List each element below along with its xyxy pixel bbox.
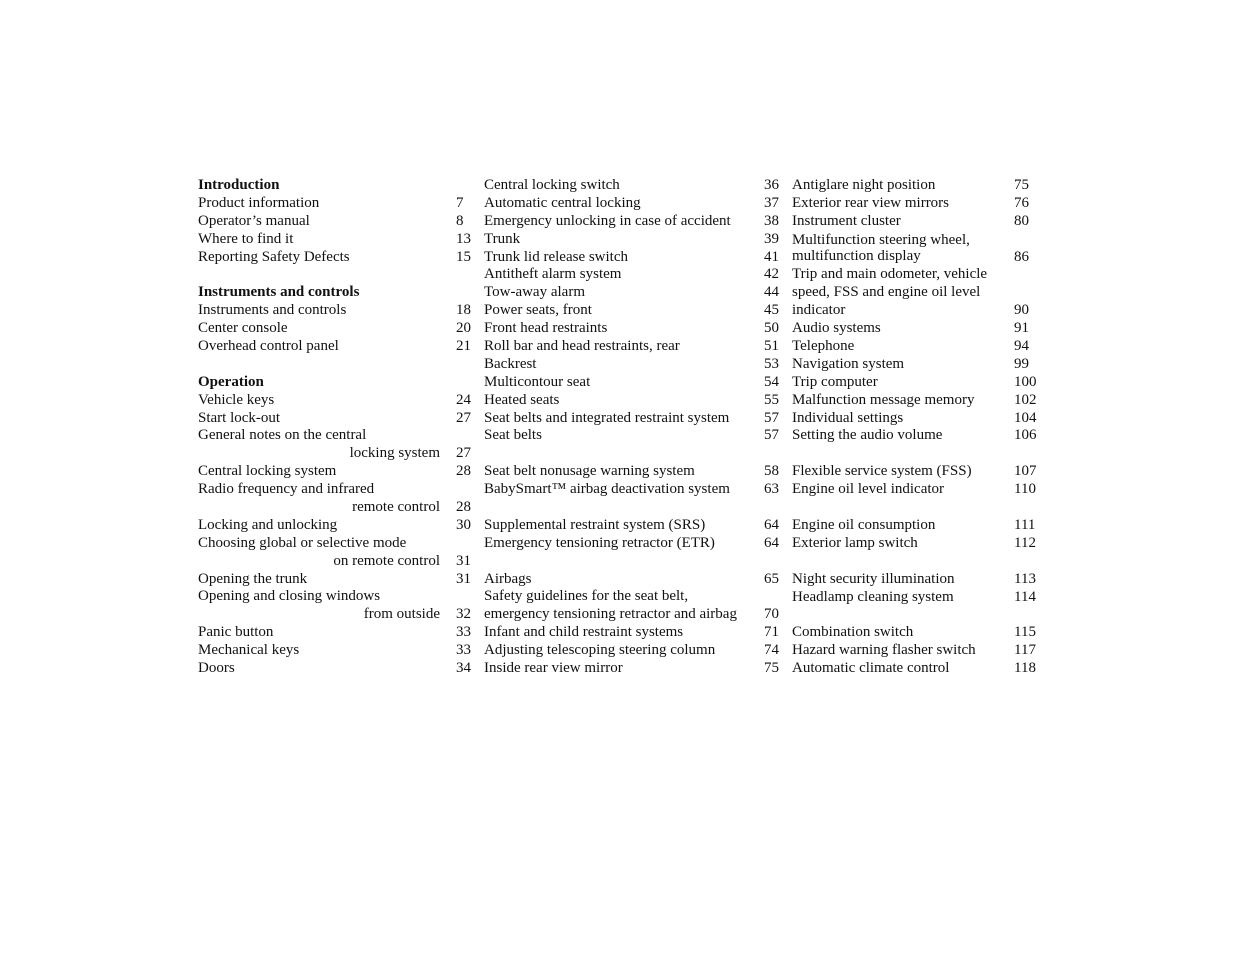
entry-title: Locking and unlocking (198, 516, 338, 533)
entry-page-number: 24 (456, 391, 471, 408)
entry-page-number: 36 (764, 177, 779, 193)
toc-entry (198, 535, 475, 553)
entry-title: Antiglare night position (792, 177, 936, 193)
entry-title: General notes on the central (198, 427, 367, 444)
entry-title: Radio frequency and infrared (198, 481, 375, 498)
entry-title: Audio systems (792, 320, 881, 337)
entry-title: speed, FSS and engine oil level (792, 284, 981, 301)
entry-title: Seat belts and integrated restraint system (484, 409, 730, 426)
toc-entry (792, 535, 1042, 553)
entry-page-number: 30 (456, 516, 471, 533)
entry-page-number: 113 (1014, 570, 1036, 587)
toc-entry (484, 374, 784, 392)
entry-page-number: 111 (1014, 516, 1036, 533)
toc-entry (484, 571, 784, 589)
toc-entry (792, 374, 1042, 392)
entry-title: Where to find it (198, 230, 294, 247)
toc-entry (792, 410, 1042, 428)
toc-entry (198, 213, 475, 231)
entry-title: Exterior lamp switch (792, 534, 918, 551)
entry-page-number: 94 (1014, 338, 1029, 355)
toc-column-3 (792, 177, 1042, 678)
entry-page-number: 64 (764, 516, 779, 533)
entry-title: indicator (792, 302, 846, 319)
heading-text: Instruments and controls (198, 284, 360, 301)
toc-entry (484, 320, 784, 338)
entry-page-number: 54 (764, 373, 779, 390)
toc-entry (198, 517, 475, 535)
entry-page-number: 112 (1014, 534, 1036, 551)
entry-title: Malfunction message memory (792, 391, 975, 408)
entry-title: Choosing global or selective mode (198, 534, 407, 551)
entry-page-number: 100 (1014, 373, 1037, 390)
section-heading (198, 177, 475, 195)
toc-entry (484, 284, 784, 302)
entry-title: Telephone (792, 338, 855, 355)
toc-entry (792, 213, 1042, 231)
toc-entry (198, 249, 475, 267)
entry-page-number: 39 (764, 230, 779, 247)
toc-entry (792, 517, 1042, 535)
entry-title: locking system (349, 445, 440, 462)
toc-entry (484, 302, 784, 320)
toc-entry (198, 231, 475, 249)
toc-entry (198, 410, 475, 428)
entry-page-number: 115 (1014, 624, 1036, 641)
entry-page-number: 18 (456, 302, 471, 319)
entry-page-number: 31 (456, 552, 471, 569)
entry-title: Trunk (484, 230, 521, 247)
entry-title: Inside rear view mirror (484, 660, 623, 677)
spacer (484, 553, 784, 571)
entry-title: Central locking system (198, 463, 337, 480)
entry-title: Trip and main odometer, vehicle (792, 266, 988, 283)
entry-title: Seat belt nonusage warning system (484, 463, 695, 480)
entry-page-number: 102 (1014, 391, 1037, 408)
toc-entry (484, 660, 784, 678)
entry-page-number: 110 (1014, 481, 1036, 498)
toc-entry (484, 392, 784, 410)
entry-title: Airbags (484, 570, 532, 587)
entry-page-number: 28 (456, 463, 471, 480)
toc-column-2 (484, 177, 784, 678)
toc-entry (198, 392, 475, 410)
toc-entry (484, 266, 784, 284)
entry-page-number: 57 (764, 409, 779, 426)
spacer (198, 266, 475, 284)
toc-entry (484, 517, 784, 535)
entry-page-number: 27 (456, 409, 471, 426)
entry-title: Automatic central locking (484, 194, 641, 211)
entry-title: BabySmart™ airbag deactivation system (484, 481, 730, 498)
entry-title: Front head restraints (484, 320, 608, 337)
entry-page-number: 90 (1014, 302, 1029, 319)
toc-entry (484, 410, 784, 428)
entry-page-number: 104 (1014, 409, 1037, 426)
toc-entry (198, 481, 475, 499)
entry-title: Product information (198, 194, 320, 211)
entry-title: Exterior rear view mirrors (792, 194, 950, 211)
entry-page-number: 106 (1014, 427, 1037, 444)
spacer (198, 356, 475, 374)
toc-entry (792, 231, 1042, 267)
entry-page-number: 44 (764, 284, 779, 301)
toc-entry (198, 427, 475, 445)
entry-title: Seat belts (484, 427, 542, 444)
toc-entry (198, 195, 475, 213)
toc-entry (792, 284, 1042, 302)
entry-page-number: 75 (1014, 177, 1029, 193)
entry-title: Multifunction steering wheel, multifunction display (792, 231, 970, 265)
entry-title: Antitheft alarm system (484, 266, 622, 283)
entry-page-number: 13 (456, 230, 471, 247)
entry-title: Reporting Safety Defects (198, 248, 350, 265)
entry-title: Hazard warning flasher switch (792, 642, 976, 659)
entry-title: Trip computer (792, 373, 878, 390)
entry-page-number: 65 (764, 570, 779, 587)
entry-page-number: 34 (456, 660, 471, 677)
toc-entry (792, 571, 1042, 589)
entry-page-number: 37 (764, 194, 779, 211)
toc-entry (792, 624, 1042, 642)
entry-page-number: 31 (456, 570, 471, 587)
entry-page-number: 7 (456, 194, 464, 211)
toc-entry (792, 660, 1042, 678)
entry-page-number: 75 (764, 660, 779, 677)
entry-title: Heated seats (484, 391, 560, 408)
toc-entry (792, 642, 1042, 660)
entry-page-number: 15 (456, 248, 471, 265)
entry-page-number: 28 (456, 499, 471, 516)
entry-title: Opening the trunk (198, 570, 308, 587)
toc-entry (792, 177, 1042, 195)
toc-entry (484, 588, 784, 606)
section-heading (198, 284, 475, 302)
entry-page-number: 107 (1014, 463, 1037, 480)
entry-title: Safety guidelines for the seat belt, (484, 588, 689, 605)
spacer (792, 606, 1042, 624)
entry-page-number: 80 (1014, 212, 1029, 229)
toc-entry (198, 463, 475, 481)
toc-entry (792, 427, 1042, 445)
entry-title: Adjusting telescoping steering column (484, 642, 716, 659)
toc-entry (792, 338, 1042, 356)
toc-entry (198, 302, 475, 320)
entry-title: from outside (363, 606, 440, 623)
toc-entry (198, 553, 475, 571)
toc-entry (484, 177, 784, 195)
toc-entry (484, 213, 784, 231)
entry-title: on remote control (333, 552, 440, 569)
toc-entry (792, 463, 1042, 481)
entry-title: Instruments and controls (198, 302, 347, 319)
entry-page-number: 53 (764, 355, 779, 372)
entry-title: Automatic climate control (792, 660, 950, 677)
entry-title: Backrest (484, 355, 537, 372)
entry-page-number: 8 (456, 212, 464, 229)
entry-page-number: 117 (1014, 642, 1036, 659)
toc-entry (792, 195, 1042, 213)
entry-page-number: 33 (456, 624, 471, 641)
entry-title: Instrument cluster (792, 212, 901, 229)
entry-page-number: 27 (456, 445, 471, 462)
entry-title: Doors (198, 660, 235, 677)
toc-entry (484, 338, 784, 356)
entry-title: Vehicle keys (198, 391, 275, 408)
toc-entry (792, 392, 1042, 410)
entry-title: Overhead control panel (198, 338, 339, 355)
entry-page-number: 91 (1014, 320, 1029, 337)
toc-entry (484, 249, 784, 267)
toc-entry (484, 642, 784, 660)
entry-title: Navigation system (792, 355, 905, 372)
toc-entry (484, 195, 784, 213)
entry-title: Individual settings (792, 409, 904, 426)
toc-entry (198, 571, 475, 589)
entry-title: emergency tensioning retractor and airbag (484, 606, 737, 623)
entry-page-number: 71 (764, 624, 779, 641)
entry-page-number: 86 (1014, 248, 1029, 265)
heading-text: Operation (198, 373, 264, 390)
entry-page-number: 55 (764, 391, 779, 408)
toc-entry (792, 266, 1042, 284)
toc-entry (484, 624, 784, 642)
entry-page-number: 33 (456, 642, 471, 659)
entry-page-number: 38 (764, 212, 779, 229)
spacer (484, 499, 784, 517)
toc-entry (792, 589, 1042, 607)
entry-title: Panic button (198, 624, 274, 641)
entry-title: Combination switch (792, 624, 914, 641)
toc-entry (198, 588, 475, 606)
entry-title: Emergency tensioning retractor (ETR) (484, 534, 715, 551)
spacer (792, 553, 1042, 571)
toc-column-1 (198, 177, 475, 678)
entry-title: Trunk lid release switch (484, 248, 629, 265)
entry-title: Emergency unlocking in case of accident (484, 212, 731, 229)
entry-title: Mechanical keys (198, 642, 300, 659)
entry-page-number: 76 (1014, 194, 1029, 211)
entry-title: Roll bar and head restraints, rear (484, 338, 680, 355)
entry-page-number: 58 (764, 463, 779, 480)
entry-title: remote control (352, 499, 440, 516)
toc-entry (198, 320, 475, 338)
toc-entry (792, 302, 1042, 320)
toc-entry (792, 320, 1042, 338)
toc-entry (198, 606, 475, 624)
entry-title: Start lock-out (198, 409, 281, 426)
entry-title: Tow-away alarm (484, 284, 585, 301)
entry-page-number: 42 (764, 266, 779, 283)
entry-page-number: 45 (764, 302, 779, 319)
entry-page-number: 70 (764, 606, 779, 623)
toc-entry (198, 445, 475, 463)
entry-page-number: 99 (1014, 355, 1029, 372)
entry-page-number: 32 (456, 606, 471, 623)
toc-entry (484, 356, 784, 374)
entry-page-number: 114 (1014, 588, 1036, 605)
toc-entry (198, 624, 475, 642)
toc-entry (198, 660, 475, 678)
toc-entry (484, 606, 784, 624)
entry-page-number: 50 (764, 320, 779, 337)
toc-entry (792, 481, 1042, 499)
entry-page-number: 74 (764, 642, 779, 659)
entry-title: Flexible service system (FSS) (792, 463, 972, 480)
toc-entry (484, 231, 784, 249)
entry-page-number: 51 (764, 338, 779, 355)
section-heading (198, 374, 475, 392)
toc-entry (198, 499, 475, 517)
spacer (792, 445, 1042, 463)
entry-title: Operator’s manual (198, 212, 310, 229)
entry-title: Setting the audio volume (792, 427, 943, 444)
entry-page-number: 20 (456, 320, 471, 337)
entry-title: Supplemental restraint system (SRS) (484, 516, 706, 533)
entry-title: Center console (198, 320, 288, 337)
toc-entry (484, 535, 784, 553)
entry-page-number: 41 (764, 248, 779, 265)
toc-entry (792, 356, 1042, 374)
entry-page-number: 21 (456, 338, 471, 355)
entry-page-number: 118 (1014, 660, 1036, 677)
heading-text: Introduction (198, 177, 280, 193)
entry-title: Infant and child restraint systems (484, 624, 684, 641)
entry-title: Power seats, front (484, 302, 592, 319)
entry-title: Engine oil consumption (792, 516, 936, 533)
toc-entry (484, 427, 784, 445)
entry-title: Opening and closing windows (198, 588, 381, 605)
entry-page-number: 57 (764, 427, 779, 444)
entry-title: Central locking switch (484, 177, 620, 193)
entry-page-number: 63 (764, 481, 779, 498)
entry-title: Night security illumination (792, 570, 955, 587)
entry-title: Headlamp cleaning system (792, 588, 954, 605)
toc-entry (484, 463, 784, 481)
entry-page-number: 64 (764, 534, 779, 551)
toc-entry (198, 642, 475, 660)
spacer (484, 445, 784, 463)
spacer (792, 499, 1042, 517)
entry-title: Multicontour seat (484, 373, 591, 390)
entry-title: Engine oil level indicator (792, 481, 945, 498)
toc-entry (198, 338, 475, 356)
toc-entry (484, 481, 784, 499)
